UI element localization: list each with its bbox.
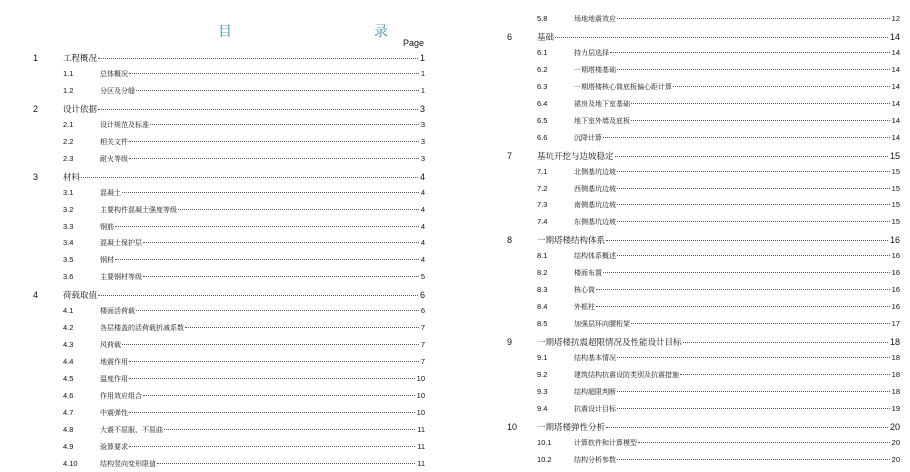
dot-leader — [143, 395, 415, 396]
dot-leader — [615, 156, 888, 157]
toc-section-entry[interactable] — [63, 459, 425, 472]
toc-entry-page-number: 10 — [416, 407, 425, 417]
toc-section-entry[interactable] — [537, 99, 900, 112]
dot-leader — [673, 86, 890, 87]
toc-entry-title: 地下室外墙及底板 — [574, 116, 630, 125]
toc-section-entry[interactable] — [537, 387, 900, 400]
toc-entry-number: 4 — [33, 290, 39, 301]
toc-entry-number: 3.6 — [63, 272, 74, 282]
toc-entry-title: 工程概况 — [63, 54, 98, 64]
toc-entry-page-number: 3 — [420, 119, 425, 129]
dot-leader — [129, 412, 415, 413]
dot-leader — [631, 103, 890, 104]
toc-entry-page-number: 18 — [889, 337, 900, 348]
toc-entry-title: 荷载取值 — [63, 291, 98, 302]
toc-entry-page-number: 14 — [891, 98, 900, 108]
toc-entry-title: 材料 — [63, 172, 81, 183]
toc-entry-title: 楼面布置 — [574, 269, 602, 278]
toc-entry-page-number: 15 — [891, 217, 900, 227]
toc-entry-page-number: 4 — [419, 171, 425, 182]
toc-section-entry[interactable] — [63, 154, 425, 167]
toc-section-entry[interactable] — [63, 69, 425, 82]
toc-entry-number: 3.1 — [63, 187, 74, 197]
toc-entry-page-number: 20 — [891, 454, 900, 464]
toc-entry-title: 加强层环向腰桁架 — [574, 320, 630, 329]
toc-entry-title: 一期塔楼基础 — [574, 65, 616, 74]
toc-entry-title: 作用效应组合 — [100, 392, 142, 400]
dot-leader — [129, 158, 419, 159]
toc-chapter-entry[interactable] — [33, 171, 425, 185]
toc-section-entry[interactable] — [537, 370, 900, 383]
toc-entry-page-number: 3 — [420, 136, 425, 146]
toc-entry-number: 4.8 — [63, 424, 74, 434]
toc-left-column — [0, 0, 455, 468]
toc-entry-number: 3.4 — [63, 238, 74, 248]
toc-entry-number: 4.9 — [63, 441, 74, 451]
dot-leader — [680, 374, 890, 375]
dot-leader — [631, 323, 890, 324]
toc-entry-title: 裙房及地下室基础 — [574, 99, 630, 108]
toc-section-entry[interactable] — [537, 82, 900, 95]
toc-entry-title: 抗震设计目标 — [574, 404, 616, 413]
toc-section-entry[interactable] — [537, 167, 900, 180]
toc-entry-title: 结构基本情况 — [574, 354, 616, 362]
dot-leader — [98, 58, 418, 59]
toc-entry-title: 计算软件和计算模型 — [574, 438, 637, 447]
toc-entry-page-number: 18 — [891, 353, 900, 362]
toc-entry-page-number: 15 — [889, 150, 900, 161]
toc-entry-title: 温度作用 — [100, 375, 128, 384]
toc-chapter-entry[interactable] — [33, 103, 425, 117]
toc-entry-number: 6.1 — [537, 47, 548, 57]
dot-leader — [143, 276, 419, 277]
dot-leader — [98, 109, 418, 110]
toc-entry-number: 7 — [507, 150, 513, 161]
toc-entry-number: 4.7 — [63, 407, 74, 417]
toc-entry-number: 4.6 — [63, 391, 74, 400]
dot-leader — [606, 427, 888, 428]
toc-entry-number: 6.4 — [537, 98, 548, 108]
toc-entry-title: 主要钢材等级 — [100, 273, 142, 282]
toc-entry-title: 中震弹性 — [100, 408, 128, 417]
dot-leader — [129, 446, 415, 447]
toc-entry-page-number: 11 — [417, 424, 425, 434]
dot-leader — [617, 204, 890, 205]
dot-leader — [143, 242, 419, 243]
toc-entry-page-number: 3 — [420, 153, 425, 163]
toc-entry-title: 验算要求 — [100, 442, 128, 451]
toc-entry-page-number: 14 — [891, 47, 900, 57]
toc-entry-number: 1.2 — [63, 85, 74, 95]
toc-section-entry[interactable] — [537, 438, 900, 451]
dot-leader — [115, 259, 419, 260]
dot-leader — [617, 188, 890, 189]
toc-entry-number: 10.1 — [537, 437, 552, 447]
toc-section-entry[interactable] — [63, 86, 425, 99]
toc-section-entry[interactable] — [63, 408, 425, 421]
toc-section-entry[interactable] — [537, 200, 900, 213]
toc-section-entry[interactable] — [537, 455, 900, 468]
toc-entry-page-number: 15 — [891, 200, 900, 210]
toc-entry-number: 8.1 — [537, 251, 548, 261]
toc-entry-number: 8.4 — [537, 302, 548, 312]
dot-leader — [136, 90, 419, 91]
toc-entry-page-number: 16 — [891, 251, 900, 261]
dot-leader — [98, 295, 418, 296]
toc-entry-title: 一期塔楼核心筒底板偏心距计算 — [574, 82, 672, 91]
toc-entry-number: 3.2 — [63, 204, 74, 214]
toc-entry-title: 一期塔楼弹性分析 — [537, 422, 606, 433]
toc-entry-title: 混凝土 — [100, 188, 121, 197]
toc-section-entry[interactable] — [537, 268, 900, 281]
dot-leader — [617, 391, 890, 392]
dot-leader — [606, 240, 888, 241]
toc-entry-page-number: 16 — [889, 235, 900, 246]
toc-entry-title: 东侧基坑边坡 — [574, 218, 616, 227]
toc-entry-title: 结构超限判断 — [574, 387, 616, 396]
toc-entry-page-number: 15 — [891, 183, 900, 193]
toc-entry-page-number: 1 — [420, 68, 425, 78]
dot-leader — [617, 357, 890, 358]
toc-section-entry[interactable] — [63, 222, 425, 235]
dot-leader — [603, 137, 890, 138]
toc-section-entry[interactable] — [537, 285, 900, 298]
dot-leader — [617, 255, 890, 256]
toc-entry-title: 混凝土保护层 — [100, 239, 142, 248]
toc-entry-number: 5.8 — [537, 14, 548, 23]
toc-entry-page-number: 1 — [419, 53, 425, 63]
toc-section-entry[interactable] — [537, 353, 900, 366]
toc-entry-title: 各层楼盖的活荷载折减系数 — [100, 324, 184, 333]
toc-entry-number: 4.3 — [63, 340, 74, 350]
dot-leader — [129, 378, 415, 379]
toc-entry-number: 10.2 — [537, 454, 552, 464]
toc-entry-title: 一期塔楼结构体系 — [537, 236, 606, 247]
toc-section-entry[interactable] — [63, 357, 425, 370]
toc-entry-title: 西侧基坑边坡 — [574, 184, 616, 193]
toc-entry-number: 4.2 — [63, 323, 74, 333]
toc-section-entry[interactable] — [537, 251, 900, 264]
toc-right-column — [455, 0, 910, 463]
dot-leader — [596, 306, 890, 307]
toc-entry-title: 一期塔楼抗震超限情况及性能设计目标 — [537, 338, 682, 349]
toc-entry-title: 楼面活荷载 — [100, 307, 135, 316]
toc-entry-number: 3.5 — [63, 255, 74, 265]
toc-section-entry[interactable] — [63, 425, 425, 438]
toc-entry-title: 北侧基坑边坡 — [574, 167, 616, 176]
toc-entry-title: 沉降计算 — [574, 133, 602, 142]
toc-entry-number: 6.3 — [537, 81, 548, 91]
toc-section-entry[interactable] — [537, 48, 900, 61]
toc-entry-title: 分区及分缝 — [100, 86, 135, 95]
dot-leader — [129, 73, 419, 74]
toc-chapter-entry[interactable] — [507, 150, 900, 164]
toc-entry-number: 2.3 — [63, 153, 74, 163]
toc-entry-title: 钢材 — [100, 256, 114, 265]
toc-entry-page-number: 14 — [889, 31, 900, 42]
toc-chapter-entry[interactable] — [507, 234, 900, 248]
dot-leader — [617, 459, 890, 460]
toc-section-entry[interactable] — [63, 442, 425, 455]
dot-leader — [617, 408, 890, 409]
toc-entry-title: 结构分析参数 — [574, 455, 616, 464]
toc-section-entry[interactable] — [537, 65, 900, 78]
toc-entry-title: 耐火等级 — [100, 154, 128, 163]
toc-entry-title: 主要构件混凝土强度等级 — [100, 205, 177, 214]
dot-leader — [185, 327, 419, 328]
toc-entry-page-number: 18 — [891, 386, 900, 396]
dot-leader — [617, 18, 890, 19]
toc-entry-page-number: 4 — [420, 204, 425, 214]
page-column-header: Page — [403, 38, 425, 48]
toc-entry-title: 持力层选择 — [574, 48, 609, 57]
toc-entry-page-number: 6 — [420, 306, 425, 316]
toc-entry-page-number: 4 — [420, 221, 425, 231]
toc-entry-title: 外框柱 — [574, 303, 595, 312]
toc-entry-number: 4.4 — [63, 357, 74, 367]
toc-entry-page-number: 4 — [420, 255, 425, 265]
toc-entry-page-number: 15 — [891, 166, 900, 176]
toc-entry-number: 6.5 — [537, 115, 548, 125]
toc-entry-title: 南侧基坑边坡 — [574, 201, 616, 210]
toc-section-entry[interactable] — [63, 238, 425, 251]
dot-leader — [122, 344, 419, 345]
toc-chapter-entry[interactable] — [507, 31, 900, 45]
toc-entry-page-number: 19 — [891, 403, 900, 413]
toc-entry-number: 1 — [33, 53, 39, 63]
toc-entry-page-number: 16 — [891, 285, 900, 295]
toc-entry-number: 2.2 — [63, 136, 74, 146]
dot-leader — [122, 192, 419, 193]
dot-leader — [129, 361, 419, 362]
toc-entry-page-number: 20 — [891, 437, 900, 447]
toc-entry-page-number: 16 — [891, 268, 900, 278]
dot-leader — [129, 141, 419, 142]
toc-entry-title: 总体概况 — [100, 69, 128, 78]
dot-leader — [136, 310, 419, 311]
toc-section-entry[interactable] — [63, 374, 425, 387]
toc-entry-number: 9.4 — [537, 403, 548, 413]
toc-entry-page-number: 7 — [420, 340, 425, 350]
toc-entry-page-number: 7 — [420, 323, 425, 333]
dot-leader — [164, 429, 415, 430]
toc-entry-page-number: 10 — [416, 374, 425, 384]
toc-entry-page-number: 1 — [420, 85, 425, 95]
toc-entry-number: 3.3 — [63, 221, 74, 231]
toc-entry-page-number: 14 — [891, 115, 900, 125]
dot-leader — [603, 272, 890, 273]
toc-entry-number: 8.5 — [537, 319, 548, 329]
toc-entry-page-number: 10 — [416, 391, 425, 400]
toc-entry-title: 大震不屈服、不屈曲 — [100, 425, 163, 434]
toc-entry-page-number: 14 — [891, 132, 900, 142]
dot-leader — [596, 289, 890, 290]
toc-entry-page-number: 16 — [891, 302, 900, 312]
toc-entry-page-number: 18 — [891, 369, 900, 379]
toc-section-entry[interactable] — [63, 340, 425, 353]
toc-entry-title: 地震作用 — [100, 358, 128, 367]
toc-section-entry[interactable] — [537, 14, 900, 27]
toc-entry-number: 2 — [33, 103, 39, 114]
toc-entry-page-number: 12 — [891, 14, 900, 23]
toc-entry-page-number: 4 — [420, 238, 425, 248]
toc-entry-number: 7.3 — [537, 200, 548, 210]
toc-entry-title: 结构体系概述 — [574, 252, 616, 261]
toc-entry-number: 4.10 — [63, 458, 78, 468]
toc-section-entry[interactable] — [537, 404, 900, 417]
dot-leader — [178, 209, 419, 210]
toc-section-entry[interactable] — [63, 391, 425, 404]
toc-entry-number: 9.2 — [537, 369, 548, 379]
dot-leader — [617, 69, 890, 70]
toc-entry-title: 基坑开挖与边坡稳定 — [537, 151, 614, 162]
toc-entry-page-number: 6 — [419, 290, 425, 301]
toc-entry-number: 6.2 — [537, 64, 548, 74]
toc-entry-title: 建筑结构抗震设防类别及抗震措施 — [574, 370, 679, 379]
toc-entry-title: 相关文件 — [100, 137, 128, 146]
toc-section-entry[interactable] — [537, 217, 900, 230]
toc-entry-number: 3 — [33, 171, 39, 182]
toc-title: 目 录 — [218, 24, 426, 40]
toc-entry-title: 基础 — [537, 32, 555, 43]
toc-entry-number: 1.1 — [63, 68, 74, 78]
toc-entry-number: 10 — [507, 421, 518, 432]
toc-chapter-entry[interactable] — [33, 289, 425, 303]
toc-section-entry[interactable] — [63, 137, 425, 150]
toc-entry-number: 4.1 — [63, 306, 74, 316]
toc-entry-number: 6 — [507, 31, 513, 42]
toc-entry-title: 核心筒 — [574, 286, 595, 295]
toc-entry-number: 9.1 — [537, 353, 548, 362]
toc-chapter-entry[interactable] — [33, 52, 425, 66]
toc-entry-number: 7.2 — [537, 183, 548, 193]
toc-entry-page-number: 11 — [417, 458, 425, 468]
toc-section-entry[interactable] — [63, 120, 425, 133]
toc-entry-title: 设计规范及标准 — [100, 120, 149, 129]
toc-entry-number: 8.2 — [537, 268, 548, 278]
toc-entry-page-number: 14 — [891, 64, 900, 74]
toc-entry-number: 8.3 — [537, 285, 548, 295]
toc-entry-title: 结构竖向变形限值 — [100, 459, 156, 468]
toc-section-entry[interactable] — [63, 323, 425, 336]
toc-section-entry[interactable] — [537, 302, 900, 315]
dot-leader — [617, 171, 890, 172]
toc-entry-page-number: 5 — [420, 272, 425, 282]
toc-section-entry[interactable] — [537, 133, 900, 146]
toc-section-entry[interactable] — [63, 255, 425, 268]
toc-chapter-entry[interactable] — [507, 421, 900, 435]
toc-entry-page-number: 3 — [419, 103, 425, 114]
toc-entry-page-number: 7 — [420, 357, 425, 367]
toc-entry-number: 7.1 — [537, 166, 548, 176]
dot-leader — [150, 124, 419, 125]
dot-leader — [683, 342, 888, 343]
toc-entry-number: 7.4 — [537, 217, 548, 227]
toc-entry-page-number: 14 — [891, 81, 900, 91]
dot-leader — [631, 120, 890, 121]
dot-leader — [555, 37, 888, 38]
toc-section-entry[interactable] — [63, 272, 425, 285]
toc-entry-page-number: 11 — [417, 441, 425, 451]
toc-entry-title: 钢筋 — [100, 222, 114, 231]
toc-entry-number: 9 — [507, 337, 513, 348]
toc-section-entry[interactable] — [63, 188, 425, 201]
toc-entry-title: 风荷载 — [100, 341, 121, 350]
toc-chapter-entry[interactable] — [507, 336, 900, 350]
toc-entry-number: 6.6 — [537, 132, 548, 142]
toc-entry-title: 设计依据 — [63, 104, 98, 115]
toc-entry-page-number: 20 — [889, 421, 900, 432]
toc-entry-title: 场地地震效应 — [574, 15, 616, 23]
toc-entry-number: 2.1 — [63, 119, 74, 129]
toc-section-entry[interactable] — [63, 306, 425, 319]
toc-entry-page-number: 4 — [420, 187, 425, 197]
dot-leader — [610, 52, 890, 53]
toc-entry-page-number: 17 — [891, 319, 900, 329]
toc-section-entry[interactable] — [537, 319, 900, 332]
toc-section-entry[interactable] — [63, 205, 425, 218]
toc-section-entry[interactable] — [537, 116, 900, 129]
toc-entry-number: 9.3 — [537, 386, 548, 396]
toc-section-entry[interactable] — [537, 184, 900, 197]
toc-entry-number: 4.5 — [63, 374, 74, 384]
dot-leader — [617, 221, 890, 222]
toc-entry-number: 8 — [507, 235, 513, 246]
dot-leader — [115, 226, 419, 227]
dot-leader — [638, 442, 890, 443]
dot-leader — [81, 177, 418, 178]
